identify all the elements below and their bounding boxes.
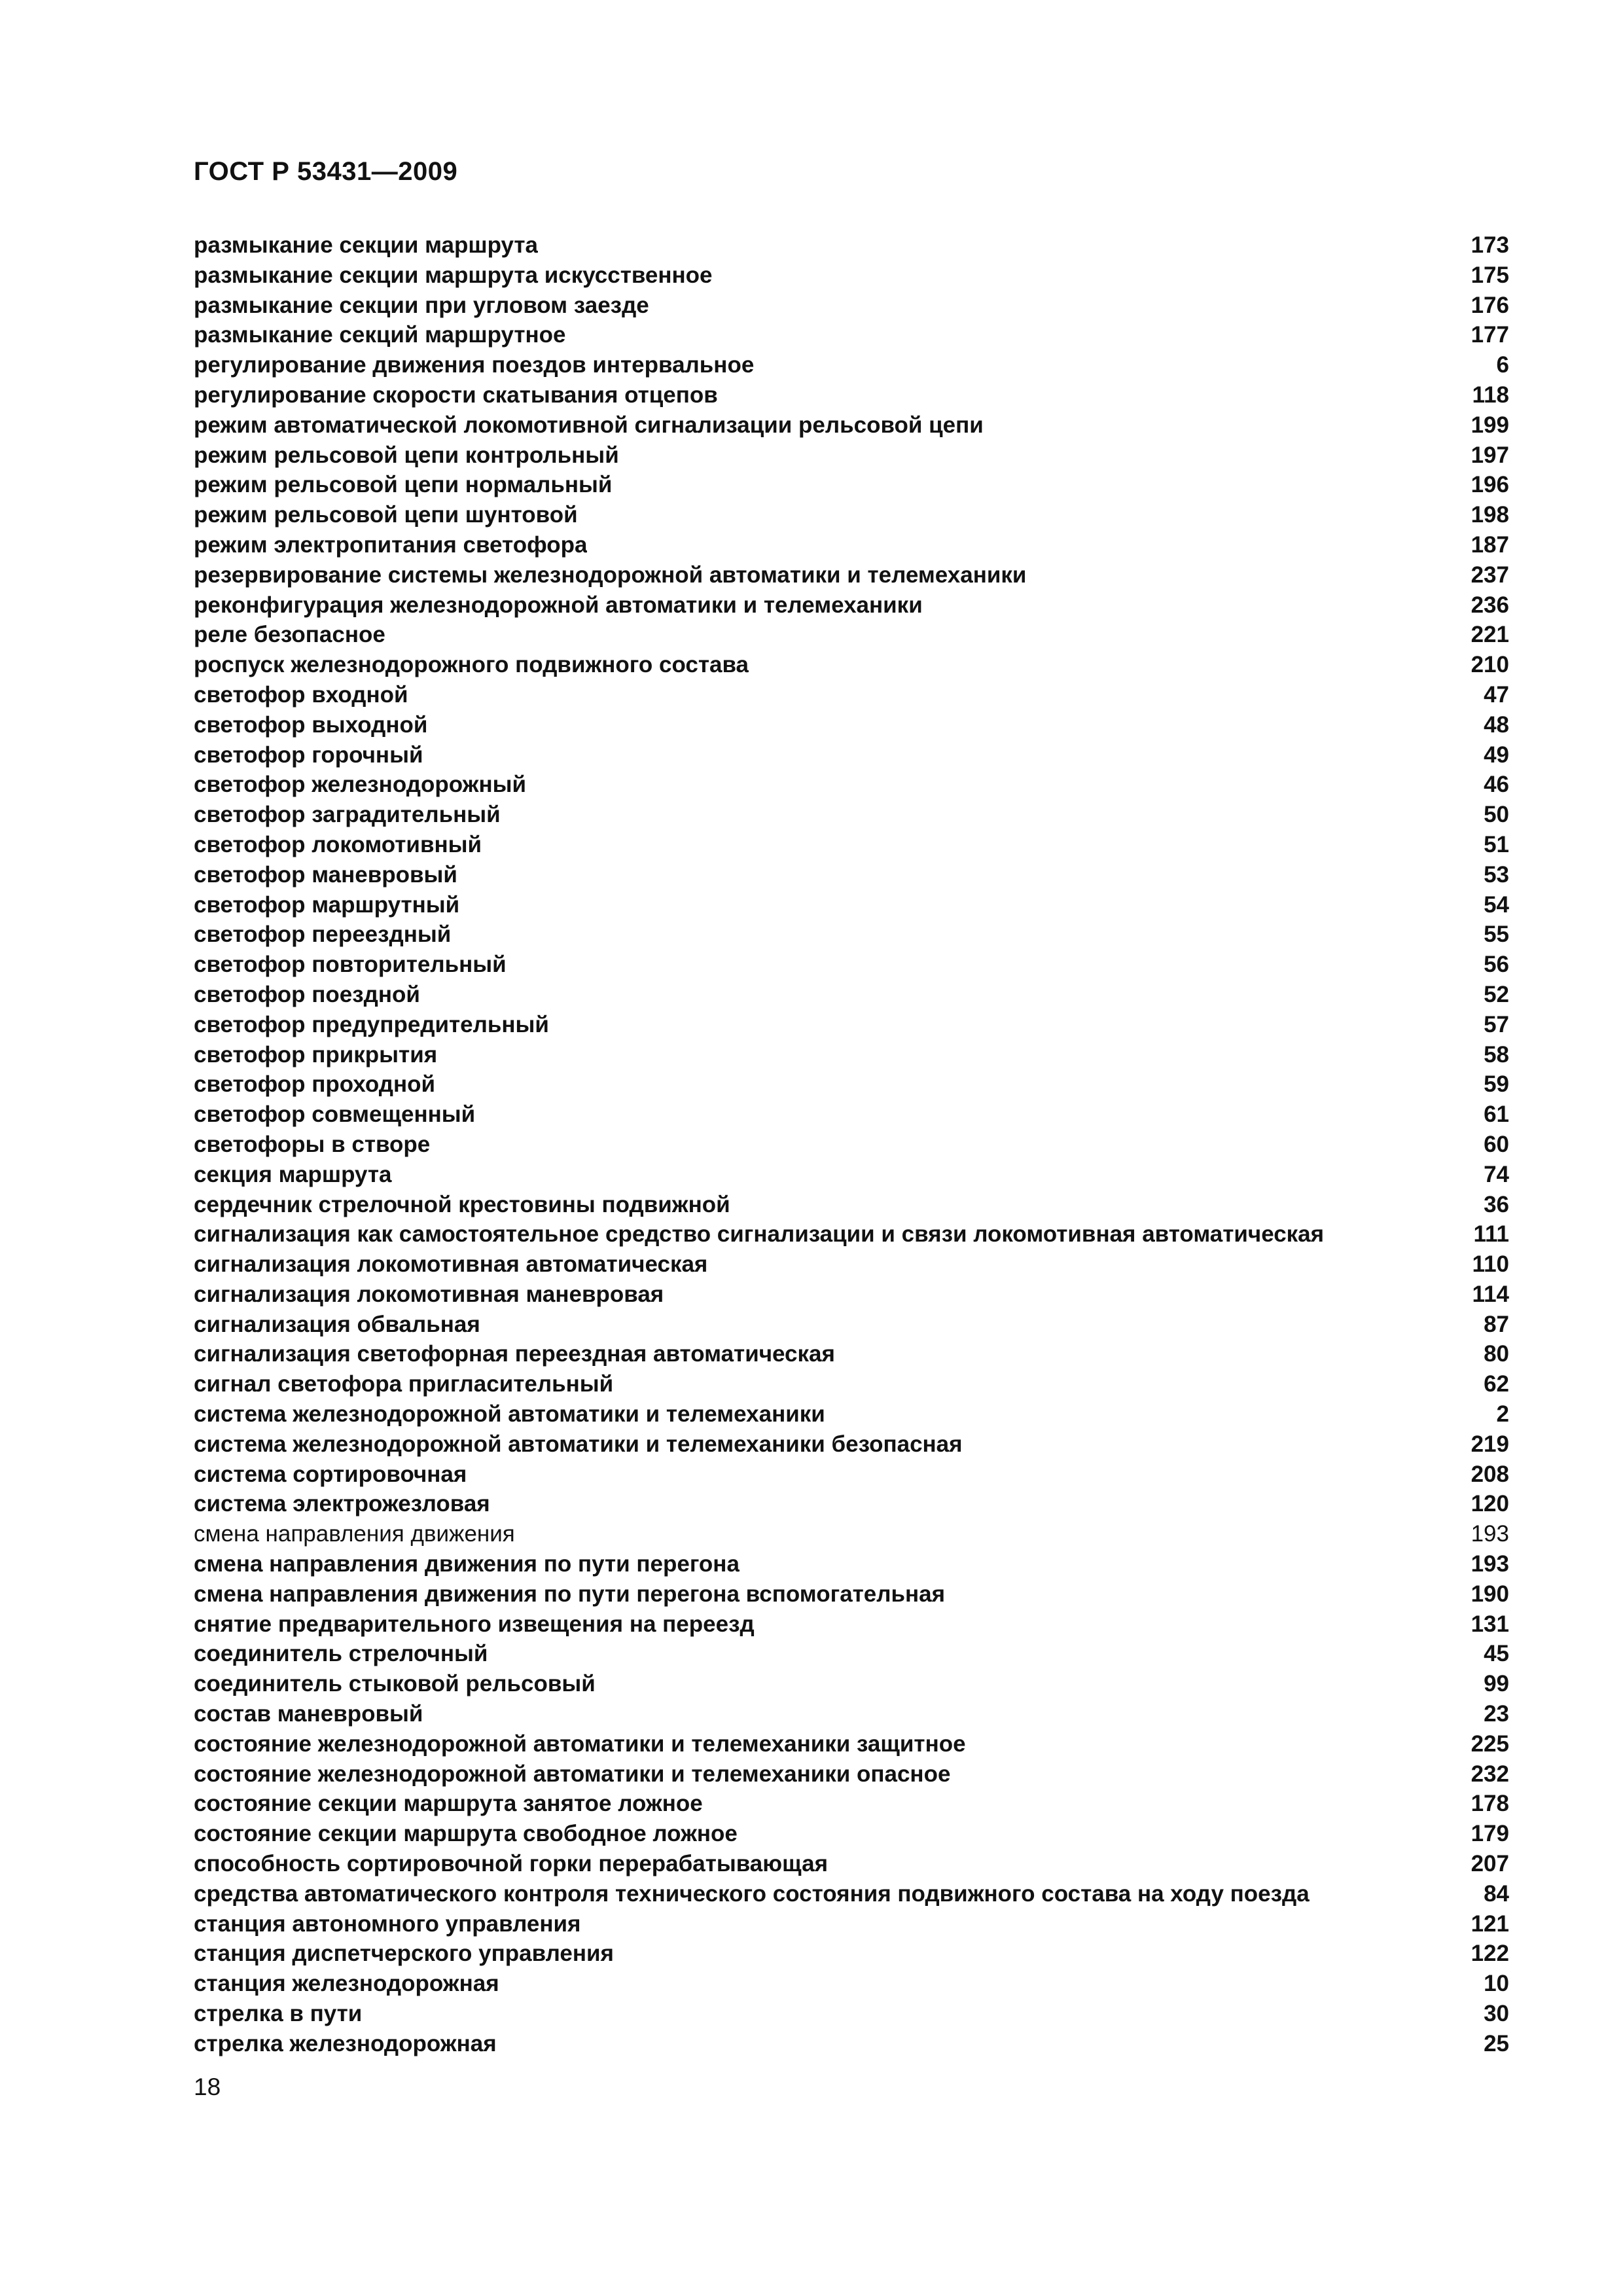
index-entry: [194, 1010, 1509, 1040]
index-term-number: 131: [1471, 1611, 1509, 1637]
index-term: размыкание секций маршрутное: [194, 322, 566, 348]
index-entry: [194, 1310, 1509, 1340]
index-term: реле безопасное: [194, 622, 385, 648]
index-term-number: 221: [1471, 622, 1509, 648]
index-term-number: 187: [1471, 531, 1509, 558]
index-term: секция маршрута: [194, 1161, 392, 1187]
index-term: состояние железнодорожной автоматики и телемеханики защитное: [194, 1731, 966, 1757]
index-entry: [194, 1579, 1509, 1609]
index-term: светофор проходной: [194, 1071, 436, 1098]
index-term: соединитель стрелочный: [194, 1641, 488, 1667]
index-entry: [194, 620, 1509, 650]
index-entry: [194, 1879, 1509, 1909]
index-term-number: 122: [1471, 1941, 1509, 1967]
index-entry: [194, 1249, 1509, 1280]
index-term: светофор локомотивный: [194, 831, 482, 857]
index-term: сигнализация светофорная переездная автоматическая: [194, 1341, 835, 1367]
index-term-number: 118: [1472, 382, 1509, 408]
index-term-number: 199: [1471, 412, 1509, 438]
index-term: светофор выходной: [194, 711, 428, 738]
index-entry: [194, 1160, 1509, 1190]
index-entry: [194, 590, 1509, 620]
index-entry: [194, 260, 1509, 291]
index-term: режим рельсовой цепи шунтовой: [194, 502, 578, 528]
index-entry: [194, 830, 1509, 860]
index-term-number: 36: [1484, 1191, 1509, 1217]
index-term-number: 193: [1471, 1551, 1509, 1577]
index-term-number: 48: [1484, 711, 1509, 738]
index-term-number: 58: [1484, 1041, 1509, 1067]
index-term-number: 179: [1471, 1821, 1509, 1847]
index-term: светофор совмещенный: [194, 1102, 476, 1128]
index-term: светофор прикрытия: [194, 1041, 438, 1067]
index-term-number: 210: [1471, 652, 1509, 678]
index-entry: [194, 560, 1509, 590]
index-term: состав маневровый: [194, 1701, 423, 1727]
index-term: резервирование системы железнодорожной автоматики и телемеханики: [194, 562, 1027, 588]
index-term: светофор маршрутный: [194, 891, 460, 918]
index-entry: [194, 470, 1509, 500]
index-entry: [194, 1399, 1509, 1429]
index-term-number: 219: [1471, 1431, 1509, 1457]
index-term-number: 25: [1484, 2030, 1509, 2056]
index-entry: [194, 710, 1509, 740]
index-term-number: 198: [1471, 502, 1509, 528]
index-term: сигнализация как самостоятельное средство сигнализации и связи локомотивная автоматическая: [194, 1221, 1325, 1247]
index-entry: [194, 860, 1509, 890]
index-term: роспуск железнодорожного подвижного состава: [194, 652, 749, 678]
index-entry: [194, 1040, 1509, 1070]
index-term-number: 80: [1484, 1341, 1509, 1367]
index-entry: [194, 1759, 1509, 1789]
index-term: светофор входной: [194, 681, 408, 708]
index-term: светофор горочный: [194, 742, 423, 768]
index-entry: [194, 1339, 1509, 1369]
index-entry: [194, 1460, 1509, 1490]
index-entry: [194, 1130, 1509, 1160]
index-term-number: 51: [1484, 831, 1509, 857]
index-term: система железнодорожной автоматики и телемеханики безопасная: [194, 1431, 963, 1457]
index-term: сердечник стрелочной крестовины подвижной: [194, 1191, 730, 1217]
index-term-number: 207: [1471, 1851, 1509, 1877]
index-entry: [194, 770, 1509, 800]
index-term-number: 87: [1484, 1311, 1509, 1337]
index-term-number: 197: [1471, 442, 1509, 468]
index-term-number: 53: [1484, 861, 1509, 888]
index-entry: [194, 1369, 1509, 1399]
index-term: система электрожезловая: [194, 1491, 490, 1517]
index-term-number: 193: [1471, 1521, 1509, 1547]
index-term-number: 30: [1484, 2001, 1509, 2027]
index-entry: [194, 1789, 1509, 1819]
index-term: регулирование скорости скатывания отцепов: [194, 382, 718, 408]
index-term-number: 175: [1471, 262, 1509, 288]
index-term: сигнал светофора пригласительный: [194, 1371, 614, 1397]
index-term: сигнализация локомотивная маневровая: [194, 1281, 664, 1307]
page-number: 18: [194, 2073, 221, 2100]
index-term: средства автоматического контроля технического состояния подвижного состава на ходу поезда: [194, 1880, 1310, 1907]
index-entry: [194, 1280, 1509, 1310]
index-term: система железнодорожной автоматики и телемеханики: [194, 1401, 825, 1427]
index-term-number: 10: [1484, 1971, 1509, 1997]
index-term: сигнализация локомотивная автоматическая: [194, 1251, 708, 1278]
index-entry: [194, 1669, 1509, 1699]
index-term: светофор маневровый: [194, 861, 457, 888]
index-term: способность сортировочной горки перерабатывающая: [194, 1851, 829, 1877]
index-term: регулирование движения поездов интервальное: [194, 352, 755, 378]
index-entry: [194, 1190, 1509, 1220]
index-term-number: 6: [1496, 352, 1509, 378]
index-entry: [194, 1969, 1509, 1999]
index-term-number: 173: [1471, 232, 1509, 258]
index-term-number: 2: [1496, 1401, 1509, 1427]
index-term-number: 110: [1472, 1251, 1509, 1278]
index-term: снятие предварительного извещения на переезд: [194, 1611, 755, 1637]
index-term: светофоры в створе: [194, 1131, 431, 1157]
index-entry: [194, 1639, 1509, 1669]
index-entry: [194, 1939, 1509, 1969]
index-term-number: 46: [1484, 772, 1509, 798]
index-term-number: 114: [1472, 1281, 1509, 1307]
index-entry: [194, 1999, 1509, 2029]
index-entry: [194, 350, 1509, 380]
index-entry: [194, 1519, 1509, 1549]
index-entry: [194, 1609, 1509, 1640]
index-entry: [194, 920, 1509, 950]
index-term-number: 49: [1484, 742, 1509, 768]
index-term: соединитель стыковой рельсовый: [194, 1671, 596, 1697]
index-term: режим электропитания светофора: [194, 531, 588, 558]
index-term-number: 60: [1484, 1131, 1509, 1157]
index-term: станция автономного управления: [194, 1910, 581, 1937]
index-term-number: 54: [1484, 891, 1509, 918]
index-entry: [194, 890, 1509, 920]
index-entry: [194, 1100, 1509, 1130]
index-entry: [194, 1849, 1509, 1879]
document-header: ГОСТ Р 53431—2009: [194, 157, 458, 186]
index-list: [194, 230, 1509, 2059]
index-entry: [194, 800, 1509, 830]
index-term-number: 84: [1484, 1880, 1509, 1907]
index-term-number: 74: [1484, 1161, 1509, 1187]
index-entry: [194, 1699, 1509, 1729]
index-term-number: 232: [1471, 1761, 1509, 1787]
index-term-number: 237: [1471, 562, 1509, 588]
index-term-number: 57: [1484, 1011, 1509, 1037]
index-term: состояние секции маршрута свободное ложное: [194, 1821, 738, 1847]
index-entry: [194, 380, 1509, 410]
index-term: реконфигурация железнодорожной автоматики и телемеханики: [194, 592, 923, 618]
index-term: стрелка железнодорожная: [194, 2030, 497, 2056]
index-term: станция диспетчерского управления: [194, 1941, 614, 1967]
index-term: режим автоматической локомотивной сигнализации рельсовой цепи: [194, 412, 984, 438]
index-term-number: 196: [1471, 472, 1509, 498]
index-entry: [194, 1429, 1509, 1460]
index-term: смена направления движения по пути перегона: [194, 1551, 740, 1577]
index-term: светофор повторительный: [194, 952, 507, 978]
index-term-number: 56: [1484, 952, 1509, 978]
index-entry: [194, 680, 1509, 710]
index-term-number: 61: [1484, 1102, 1509, 1128]
index-term: состояние секции маршрута занятое ложное: [194, 1791, 703, 1817]
index-term-number: 52: [1484, 981, 1509, 1007]
index-entry: [194, 500, 1509, 530]
index-entry: [194, 291, 1509, 321]
index-entry: [194, 1489, 1509, 1519]
index-term: размыкание секции при угловом заезде: [194, 292, 649, 318]
index-entry: [194, 1549, 1509, 1579]
index-entry: [194, 440, 1509, 471]
index-term: светофор переездный: [194, 922, 452, 948]
index-entry: [194, 530, 1509, 560]
index-entry: [194, 740, 1509, 770]
index-term: смена направления движения: [194, 1521, 515, 1547]
index-entry: [194, 320, 1509, 350]
index-term-number: 225: [1471, 1731, 1509, 1757]
index-term: станция железнодорожная: [194, 1971, 499, 1997]
index-term-number: 190: [1471, 1581, 1509, 1607]
index-term-number: 236: [1471, 592, 1509, 618]
index-term-number: 208: [1471, 1461, 1509, 1487]
index-entry: [194, 410, 1509, 440]
index-term-number: 59: [1484, 1071, 1509, 1098]
index-term-number: 120: [1471, 1491, 1509, 1517]
index-entry: [194, 1909, 1509, 1939]
index-term: состояние железнодорожной автоматики и телемеханики опасное: [194, 1761, 951, 1787]
index-term-number: 62: [1484, 1371, 1509, 1397]
index-term: система сортировочная: [194, 1461, 467, 1487]
index-entry: [194, 650, 1509, 680]
index-entry: [194, 2029, 1509, 2059]
index-term: режим рельсовой цепи контрольный: [194, 442, 619, 468]
index-entry: [194, 1729, 1509, 1759]
index-term-number: 178: [1471, 1791, 1509, 1817]
index-entry: [194, 950, 1509, 980]
index-term: светофор поездной: [194, 981, 420, 1007]
index-entry: [194, 1219, 1509, 1249]
index-term: сигнализация обвальная: [194, 1311, 480, 1337]
index-term: светофор заградительный: [194, 802, 501, 828]
index-term: смена направления движения по пути перегона вспомогательная: [194, 1581, 946, 1607]
index-term-number: 50: [1484, 802, 1509, 828]
index-term: светофор предупредительный: [194, 1011, 549, 1037]
index-entry: [194, 230, 1509, 260]
index-term: светофор железнодорожный: [194, 772, 526, 798]
index-entry: [194, 1069, 1509, 1100]
index-term-number: 176: [1471, 292, 1509, 318]
index-term: размыкание секции маршрута искусственное: [194, 262, 713, 288]
index-term-number: 55: [1484, 922, 1509, 948]
index-term-number: 111: [1473, 1221, 1509, 1247]
index-term-number: 47: [1484, 681, 1509, 708]
index-term: режим рельсовой цепи нормальный: [194, 472, 613, 498]
index-term-number: 45: [1484, 1641, 1509, 1667]
index-term-number: 177: [1471, 322, 1509, 348]
index-term-number: 99: [1484, 1671, 1509, 1697]
index-term: стрелка в пути: [194, 2001, 363, 2027]
index-entry: [194, 1819, 1509, 1849]
index-term-number: 121: [1471, 1910, 1509, 1937]
index-term: размыкание секции маршрута: [194, 232, 538, 258]
index-term-number: 23: [1484, 1701, 1509, 1727]
index-entry: [194, 980, 1509, 1010]
